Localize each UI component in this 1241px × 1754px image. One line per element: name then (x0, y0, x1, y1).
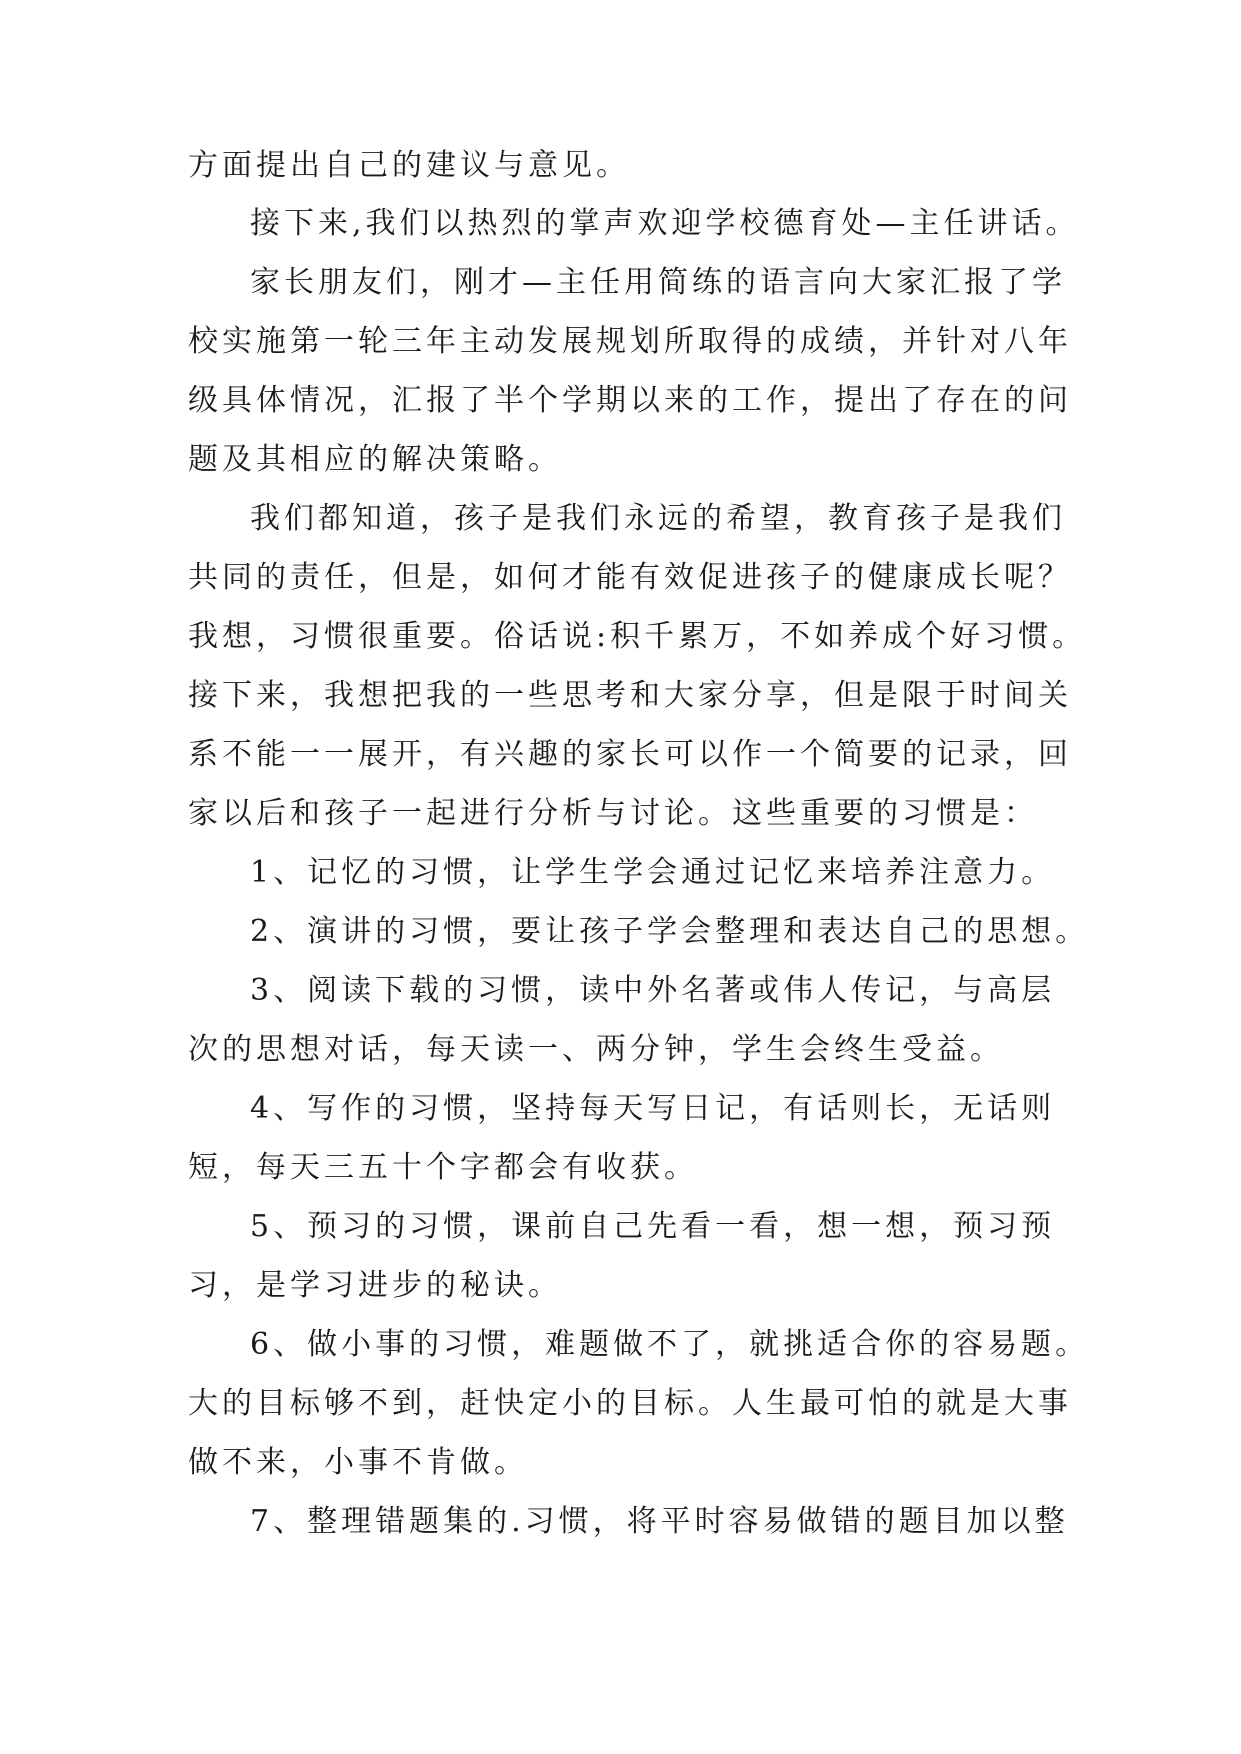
text-line: 1、记忆的习惯，让学生学会通过记忆来培养注意力。 (250, 855, 1056, 890)
text-line: 4、写作的习惯，坚持每天写日记，有话则长，无话则 (250, 1091, 1056, 1126)
text-line: 5、预习的习惯，课前自己先看一看，想一想，预习预 (250, 1209, 1056, 1244)
text-line: 校实施第一轮三年主动发展规划所取得的成绩，并针对八年 (188, 324, 1072, 359)
text-line: 6、做小事的习惯，难题做不了，就挑适合你的容易题。 (250, 1327, 1090, 1362)
text-line: 家以后和孩子一起进行分析与讨论。这些重要的习惯是： (188, 796, 1038, 831)
text-line: 7、整理错题集的.习惯，将平时容易做错的题目加以整 (250, 1504, 1069, 1539)
text-line: 级具体情况，汇报了半个学期以来的工作，提出了存在的问 (188, 383, 1072, 418)
text-line: 2、演讲的习惯，要让孩子学会整理和表达自己的思想。 (250, 914, 1090, 949)
text-line: 接下来,我们以热烈的掌声欢迎学校德育处—主任讲话。 (250, 206, 1080, 241)
text-line: 3、阅读下载的习惯，读中外名著或伟人传记，与高层 (250, 973, 1056, 1008)
text-line: 我想，习惯很重要。俗话说:积千累万，不如养成个好习惯。 (188, 619, 1087, 654)
text-line: 大的目标够不到，赶快定小的目标。人生最可怕的就是大事 (188, 1386, 1072, 1421)
text-line: 次的思想对话，每天读一、两分钟，学生会终生受益。 (188, 1032, 1004, 1067)
text-line: 系不能一一展开，有兴趣的家长可以作一个简要的记录，回 (188, 737, 1072, 772)
text-line: 做不来，小事不肯做。 (188, 1445, 528, 1480)
text-line: 接下来，我想把我的一些思考和大家分享，但是限于时间关 (188, 678, 1072, 713)
text-line: 共同的责任，但是，如何才能有效促进孩子的健康成长呢？ (188, 560, 1072, 595)
text-line: 习，是学习进步的秘诀。 (188, 1268, 562, 1303)
text-line: 我们都知道，孩子是我们永远的希望，教育孩子是我们 (250, 501, 1066, 536)
text-line: 题及其相应的解决策略。 (188, 442, 562, 477)
text-line: 方面提出自己的建议与意见。 (188, 148, 630, 183)
text-line: 家长朋友们，刚才—主任用简练的语言向大家汇报了学 (250, 265, 1066, 300)
text-line: 短，每天三五十个字都会有收获。 (188, 1150, 698, 1185)
